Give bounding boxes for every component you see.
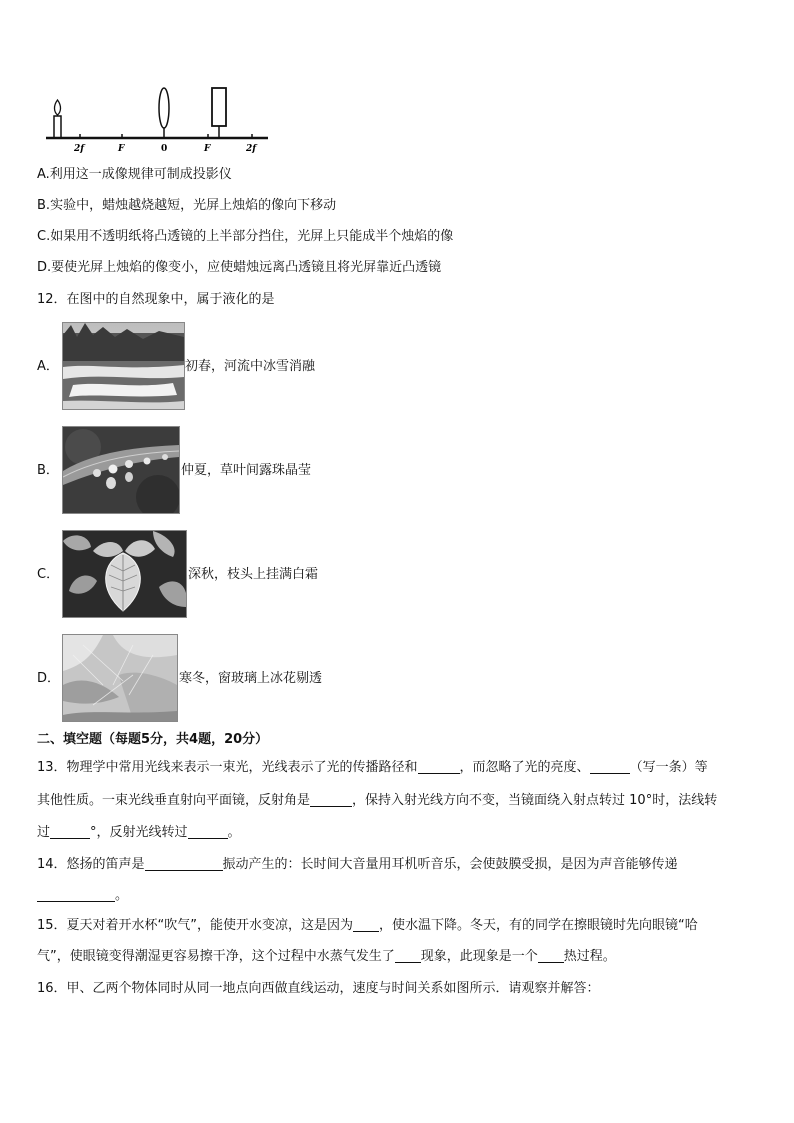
option-letter: D. (37, 260, 52, 275)
q13-text: ，而忽略了光的亮度、 (459, 760, 590, 775)
q13-text: °，反射光线转过 (90, 825, 188, 840)
q12-option-b-text: 仲夏，草叶间露珠晶莹 (181, 463, 312, 478)
option-text: 利用这一成像规律可制成投影仪 (49, 167, 232, 182)
answer-blank[interactable] (145, 856, 223, 871)
answer-blank[interactable] (538, 948, 564, 963)
lens-diagram (40, 86, 280, 156)
q12-option-c-text: 深秋，枝头上挂满白霜 (188, 567, 319, 582)
q11-option-b (37, 197, 336, 215)
q16-stem: 16．甲、乙两个物体同时从同一地点向西做直线运动，速度与时间关系如图所示．请观察并解答： (37, 981, 600, 996)
q13-text: ，保持入射光线方向不变，当镜面绕入射点转过 10°时，法线转 (352, 793, 718, 808)
photo-ice-flowers (62, 634, 178, 722)
q14-line-1 (37, 856, 678, 874)
label-origin: 0 (161, 144, 168, 154)
q13-text: 过 (37, 825, 51, 840)
q13-line-3 (37, 824, 241, 842)
option-letter: A. (37, 167, 50, 182)
q13-line-1 (37, 759, 708, 777)
q14-text: 振动产生的：长时间大音量用耳机听音乐，会使鼓膜受损，是因为声音能够传递 (222, 857, 678, 872)
label-2f-right: 2f (246, 144, 257, 154)
photo-melting-ice (62, 322, 185, 410)
q12-stem: 12．在图中的自然现象中，属于液化的是 (37, 292, 275, 307)
q15-text: 现象，此现象是一个 (420, 949, 538, 964)
q14-line-2 (37, 887, 128, 905)
q15-line-2 (37, 948, 616, 966)
q15-text: 15．夏天对着开水杯“吹气”，能使开水变凉，这是因为 (37, 918, 354, 933)
option-text: 实验中，蜡烛越烧越短，光屏上烛焰的像向下移动 (50, 198, 337, 213)
answer-blank[interactable] (353, 917, 379, 932)
option-letter: B. (37, 198, 51, 213)
photo-dew-drops (62, 426, 180, 514)
answer-blank[interactable] (590, 759, 630, 774)
q13-text: （写一条）等 (629, 760, 708, 775)
q15-line-1 (37, 917, 698, 935)
q12-option-d-text: 寒冬，窗玻璃上冰花剔透 (179, 671, 323, 686)
option-letter: C. (37, 229, 51, 244)
convex-lens (159, 88, 169, 128)
flame-icon (54, 100, 60, 115)
q12-option-a-letter: A． (37, 359, 59, 374)
q14-text: 。 (115, 888, 129, 903)
answer-blank[interactable] (310, 792, 352, 807)
q11-option-d (37, 259, 441, 277)
answer-blank[interactable] (37, 887, 115, 902)
q13-text: 。 (227, 825, 241, 840)
option-text: 如果用不透明纸将凸透镜的上半部分挡住，光屏上只能成半个烛焰的像 (50, 229, 454, 244)
q15-text: 气”，使眼镜变得潮湿更容易擦干净，这个过程中水蒸气发生了 (37, 949, 395, 964)
q11-option-c (37, 228, 453, 246)
label-2f-left: 2f (74, 144, 85, 154)
option-text: 要使光屏上烛焰的像变小，应使蜡烛远离凸透镜且将光屏靠近凸透镜 (51, 260, 442, 275)
label-f-right: F (204, 144, 211, 154)
light-screen (212, 88, 226, 126)
answer-blank[interactable] (50, 824, 90, 839)
candle (54, 116, 61, 138)
q15-text: ，使水温下降。冬天，有的同学在擦眼镜时先向眼镜“哈 (379, 918, 698, 933)
label-f-left: F (118, 144, 125, 154)
q12-option-c-letter: C． (37, 567, 60, 582)
answer-blank[interactable] (188, 824, 228, 839)
q11-option-a (37, 166, 232, 184)
q13-text: 13．物理学中常用光线来表示一束光，光线表示了光的传播路径和 (37, 760, 418, 775)
q13-text: 其他性质。一束光线垂直射向平面镜，反射角是 (37, 793, 311, 808)
answer-blank[interactable] (395, 948, 421, 963)
q12-option-a-text: 初春，河流中冰雪消融 (185, 359, 316, 374)
q12-option-d-letter: D． (37, 671, 61, 686)
q15-text: 热过程。 (563, 949, 616, 964)
q12-option-b-letter: B． (37, 463, 59, 478)
answer-blank[interactable] (418, 759, 460, 774)
section-heading: 二、填空题（每题5分，共4题，20分） (37, 732, 269, 747)
photo-frost-leaves (62, 530, 187, 618)
q14-text: 14．悠扬的笛声是 (37, 857, 145, 872)
q13-line-2 (37, 792, 717, 810)
